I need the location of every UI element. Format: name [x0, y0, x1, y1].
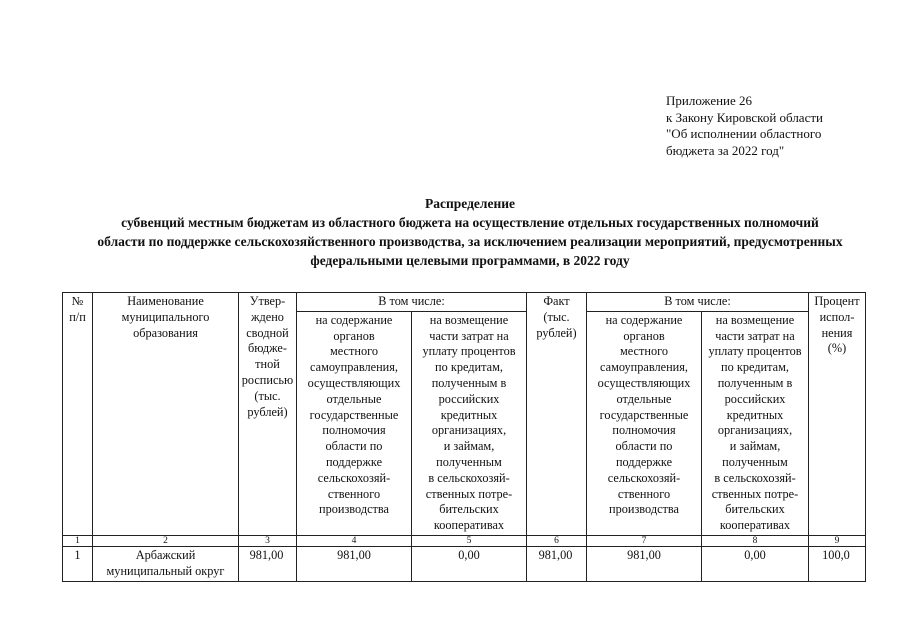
- table-row: [63, 546, 866, 581]
- column-number: 2: [93, 535, 239, 546]
- header-percent: Процент испол- нения (%): [809, 293, 866, 536]
- title-line: Распределение: [424, 196, 516, 211]
- title-line: области по поддержке сельскохозяйственного производства, за исключением реализации мероприятий, предусмотренных: [97, 234, 843, 249]
- appendix-line: бюджета за 2022 год": [666, 142, 785, 158]
- appendix-line: "Об исполнении областного: [666, 126, 822, 141]
- header-num: № п/п: [63, 293, 93, 536]
- column-number: 6: [527, 535, 587, 546]
- column-number: 7: [587, 535, 702, 546]
- title-line: федеральными целевыми программами, в 2022 году: [310, 253, 630, 268]
- row-maintenance-2: 981,00: [587, 546, 702, 581]
- title-line: субвенций местным бюджетам из областного бюджета на осуществление отдельных государственных полномочий: [121, 215, 819, 230]
- header-including-2: В том числе:: [587, 293, 809, 312]
- appendix-note: [666, 93, 823, 159]
- column-number: 8: [702, 535, 809, 546]
- header-compensation-2: на возмещение части затрат на уплату процентов по кредитам, полученным в российских кредитных организациях, и займам, полученным в сельскохозяй- ственных потре- бительских кооперативах: [702, 311, 809, 535]
- row-compensation-2: 0,00: [702, 546, 809, 581]
- appendix-line: к Закону Кировской области: [666, 109, 823, 125]
- header-compensation-1: на возмещение части затрат на уплату процентов по кредитам, полученным в российских кредитных организациях, и займам, полученным в сельскохозяй- ственных потре- бительских кооперативах: [412, 311, 527, 535]
- column-number: 4: [297, 535, 412, 546]
- row-approved: 981,00: [239, 546, 297, 581]
- row-compensation-1: 0,00: [412, 546, 527, 581]
- header-fact: Факт (тыс. рублей): [527, 293, 587, 536]
- row-maintenance-1: 981,00: [297, 546, 412, 581]
- header-maintenance-2: на содержание органов местного самоуправления, осуществляющих отдельные государственные полномочия области по поддержке сельскохозяй- ственного производства: [587, 311, 702, 535]
- header-approved: Утвер- ждено сводной бюдже- тной росписью (тыс. рублей): [239, 293, 297, 536]
- column-number-row: [63, 535, 866, 546]
- header-maintenance-1: на содержание органов местного самоуправления, осуществляющих отдельные государственные полномочия области по поддержке сельскохозяй- ственного производства: [297, 311, 412, 535]
- column-number: 5: [412, 535, 527, 546]
- document-title: [40, 194, 900, 270]
- header-including-1: В том числе:: [297, 293, 527, 312]
- column-number: 9: [809, 535, 866, 546]
- column-number: 3: [239, 535, 297, 546]
- header-row-1: [63, 293, 866, 312]
- column-number: 1: [63, 535, 93, 546]
- appendix-line: Приложение 26: [666, 93, 753, 108]
- row-name: Арбажский муниципальный округ: [93, 546, 239, 581]
- row-percent: 100,0: [809, 546, 866, 581]
- row-num: 1: [63, 546, 93, 581]
- header-name: Наименование муниципального образования: [93, 293, 239, 536]
- row-fact: 981,00: [527, 546, 587, 581]
- subvention-table: [62, 292, 866, 582]
